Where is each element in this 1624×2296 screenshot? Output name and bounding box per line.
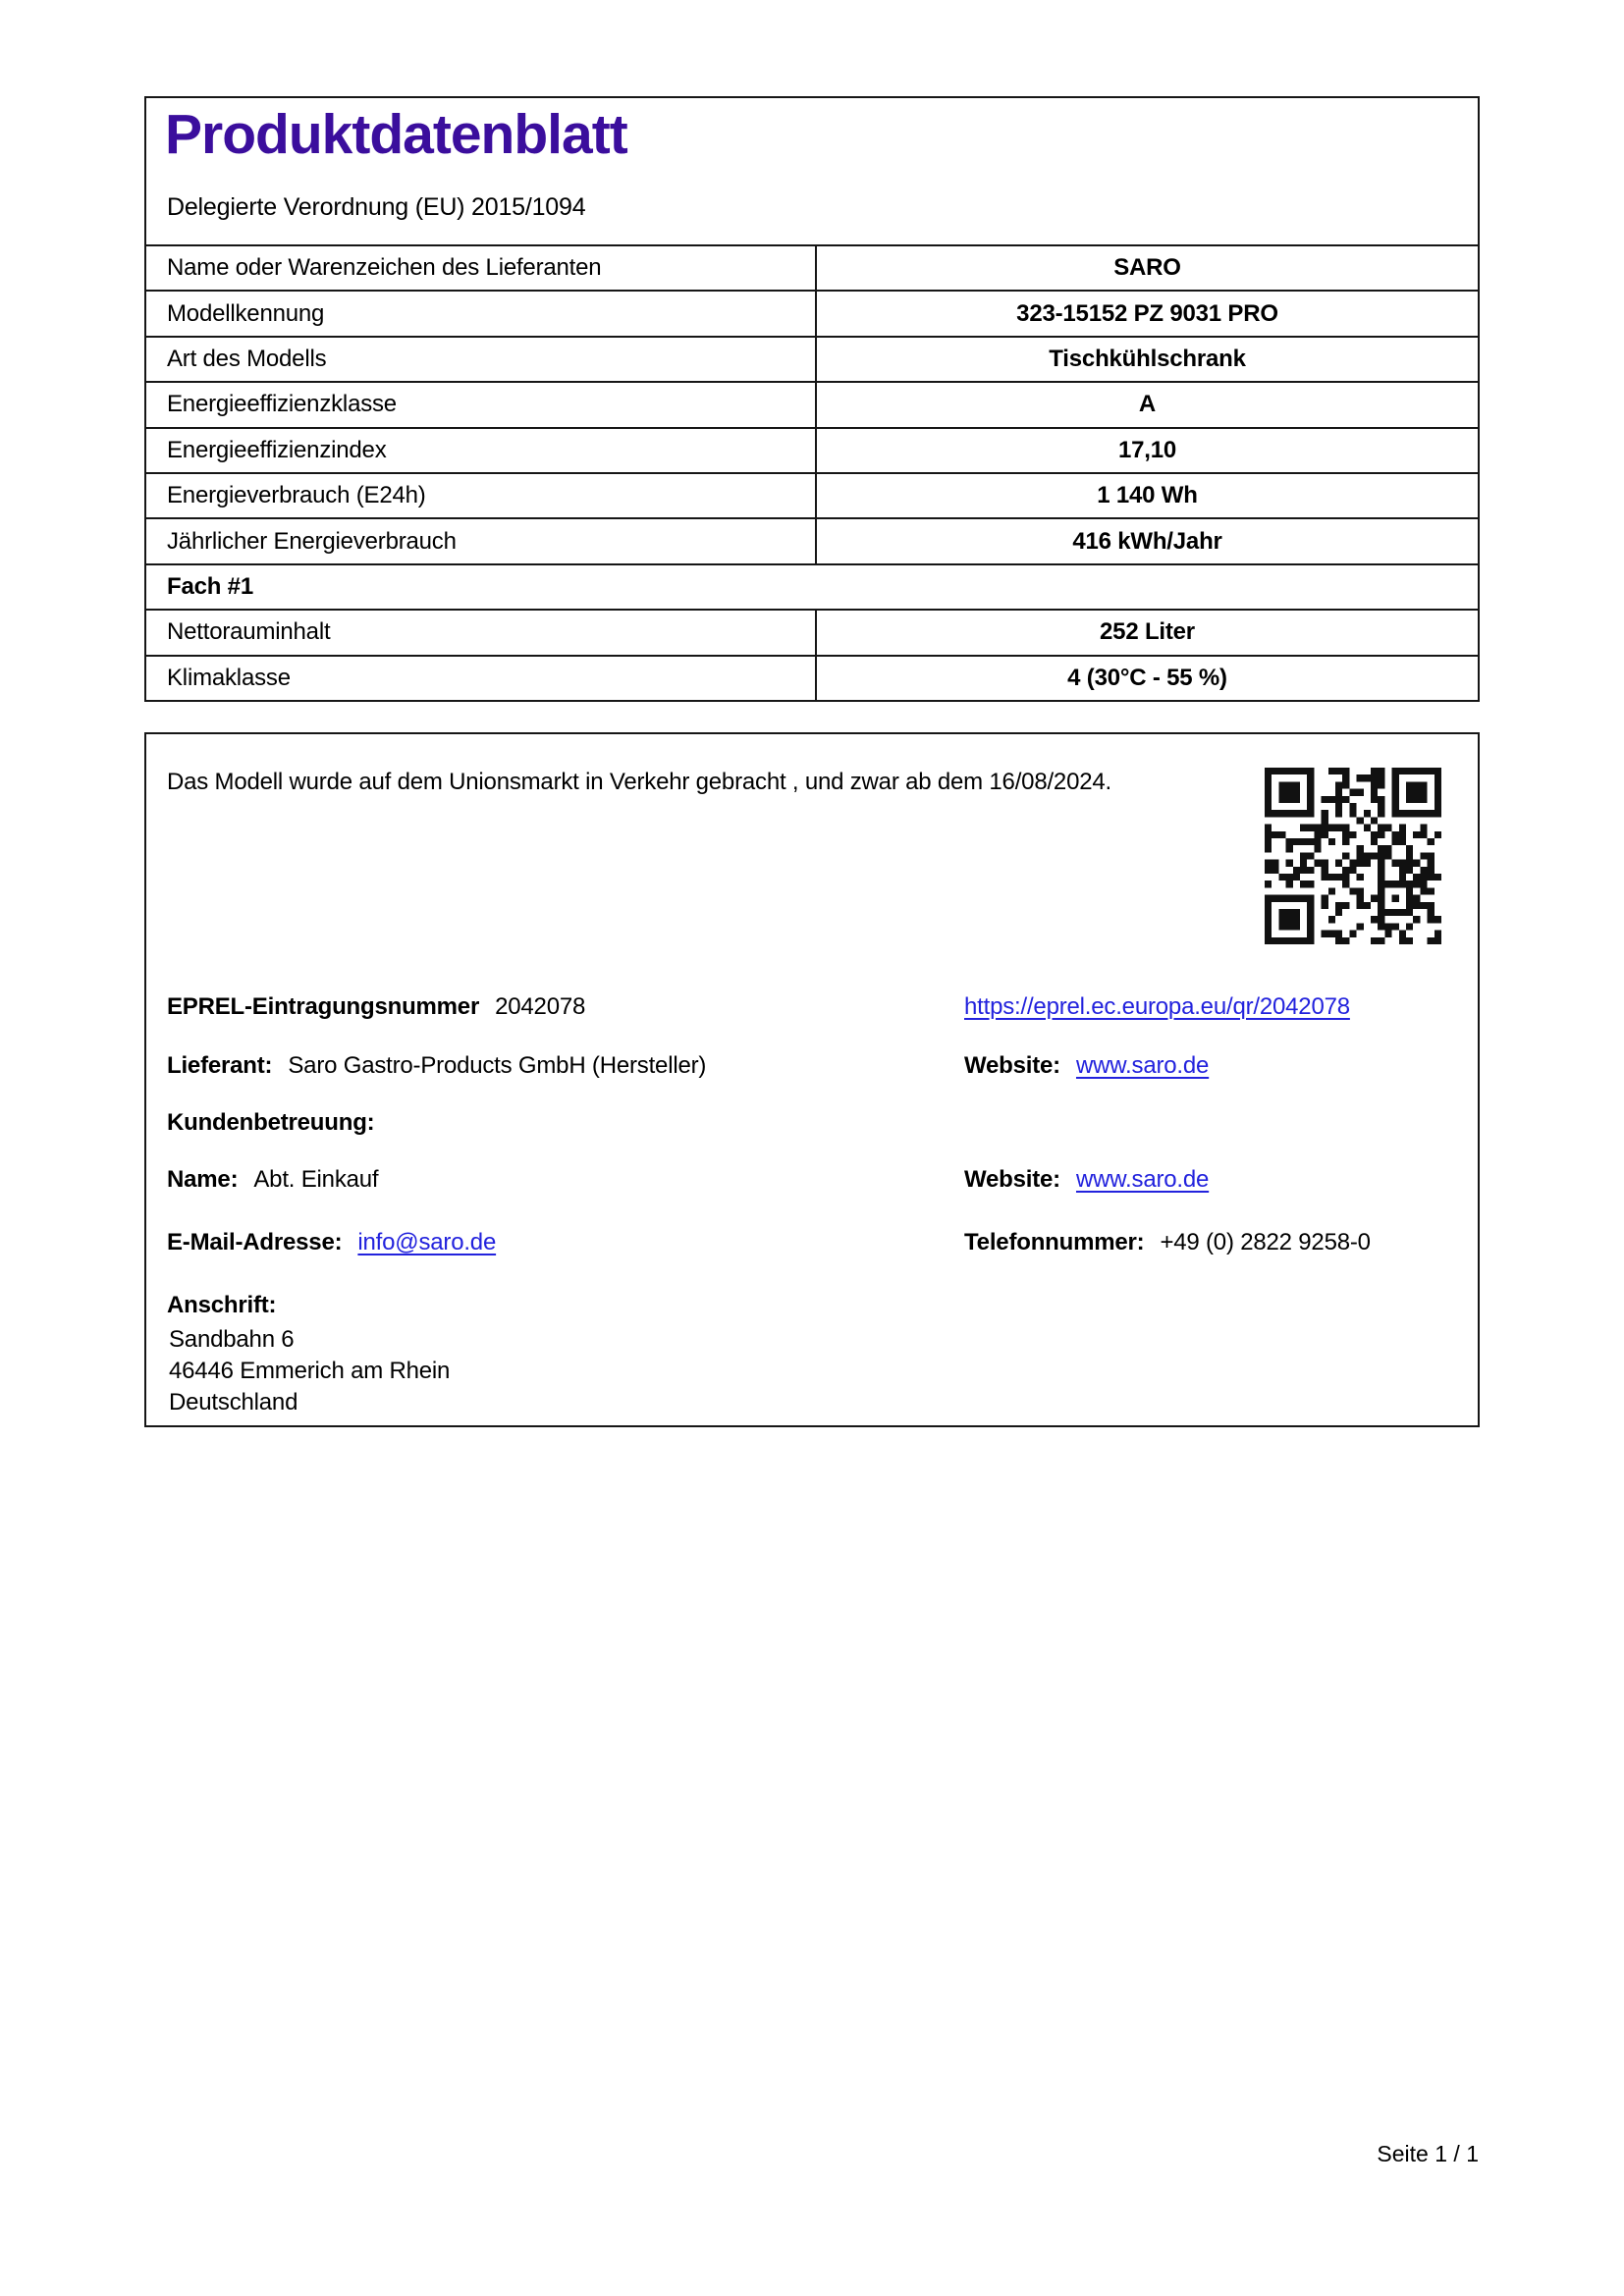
website-label: Website: — [964, 1166, 1060, 1193]
row-label: Name oder Warenzeichen des Lieferanten — [167, 254, 602, 282]
support-heading-row — [167, 1109, 1457, 1137]
row-label: Nettorauminhalt — [167, 618, 331, 646]
datasheet-header — [146, 98, 1478, 246]
row-label: Energieverbrauch (E24h) — [167, 482, 426, 509]
website-label: Website: — [964, 1052, 1060, 1079]
table-row — [146, 657, 1478, 700]
support-email-link[interactable]: info@saro.de — [357, 1229, 497, 1255]
row-label: Klimaklasse — [167, 664, 291, 691]
eprel-row — [167, 993, 1457, 1021]
section-label: Fach #1 — [167, 573, 253, 601]
row-value: 416 kWh/Jahr — [815, 519, 1478, 562]
table-row — [146, 292, 1478, 337]
table-row — [146, 519, 1478, 564]
support-phone: +49 (0) 2822 9258-0 — [1160, 1229, 1371, 1255]
support-name-row — [167, 1166, 1457, 1194]
page-number: Seite 1 / 1 — [1377, 2141, 1479, 2166]
supplier-row — [167, 1052, 1457, 1080]
address-label: Anschrift: — [167, 1292, 277, 1318]
row-label: Modellkennung — [167, 299, 325, 327]
row-value: 323-15152 PZ 9031 PRO — [815, 292, 1478, 335]
row-value: Tischkühlschrank — [815, 338, 1478, 381]
row-label: Energieeffizienzindex — [167, 436, 387, 463]
row-value: 252 Liter — [815, 611, 1478, 654]
regulation-subtitle: Delegierte Verordnung (EU) 2015/1094 — [167, 193, 586, 221]
contact-box — [144, 732, 1480, 1427]
table-row — [146, 246, 1478, 292]
table-row — [146, 429, 1478, 474]
address-line: 46446 Emmerich am Rhein — [169, 1358, 451, 1384]
row-label: Jährlicher Energieverbrauch — [167, 527, 457, 555]
row-value: SARO — [815, 246, 1478, 290]
address-block — [169, 1324, 450, 1418]
support-name: Abt. Einkauf — [253, 1166, 379, 1193]
row-value: 17,10 — [815, 429, 1478, 472]
row-value: 1 140 Wh — [815, 474, 1478, 517]
row-label: Energieeffizienzklasse — [167, 391, 397, 418]
spec-table — [146, 246, 1478, 700]
address-line: Sandbahn 6 — [169, 1326, 295, 1353]
page-title: Produktdatenblatt — [165, 103, 627, 166]
supplier-label: Lieferant: — [167, 1052, 273, 1079]
market-statement: Das Modell wurde auf dem Unionsmarkt in Verkehr gebracht , und zwar ab dem 16/08/2024. — [167, 769, 1111, 795]
datasheet-box — [144, 96, 1480, 702]
phone-label: Telefonnummer: — [964, 1229, 1145, 1255]
support-email-row — [167, 1229, 1457, 1256]
row-label: Art des Modells — [167, 346, 327, 373]
row-value: A — [815, 383, 1478, 426]
row-value: 4 (30°C - 55 %) — [815, 657, 1478, 700]
table-row — [146, 474, 1478, 519]
eprel-label: EPREL-Eintragungsnummer — [167, 993, 480, 1020]
supplier-website-link[interactable]: www.saro.de — [1075, 1052, 1210, 1079]
support-heading: Kundenbetreuung: — [167, 1109, 375, 1136]
supplier-name: Saro Gastro-Products GmbH (Hersteller) — [288, 1052, 707, 1079]
table-row — [146, 611, 1478, 656]
eprel-number: 2042078 — [495, 993, 586, 1020]
table-section-row — [146, 565, 1478, 611]
eprel-link[interactable]: https://eprel.ec.europa.eu/qr/2042078 — [964, 993, 1350, 1020]
email-label: E-Mail-Adresse: — [167, 1229, 343, 1255]
table-row — [146, 338, 1478, 383]
address-line: Deutschland — [169, 1389, 298, 1415]
qr-code — [1265, 768, 1441, 944]
address-heading-row — [167, 1292, 1457, 1319]
table-row — [146, 383, 1478, 428]
name-label: Name: — [167, 1166, 239, 1193]
support-website-link[interactable]: www.saro.de — [1075, 1166, 1210, 1193]
